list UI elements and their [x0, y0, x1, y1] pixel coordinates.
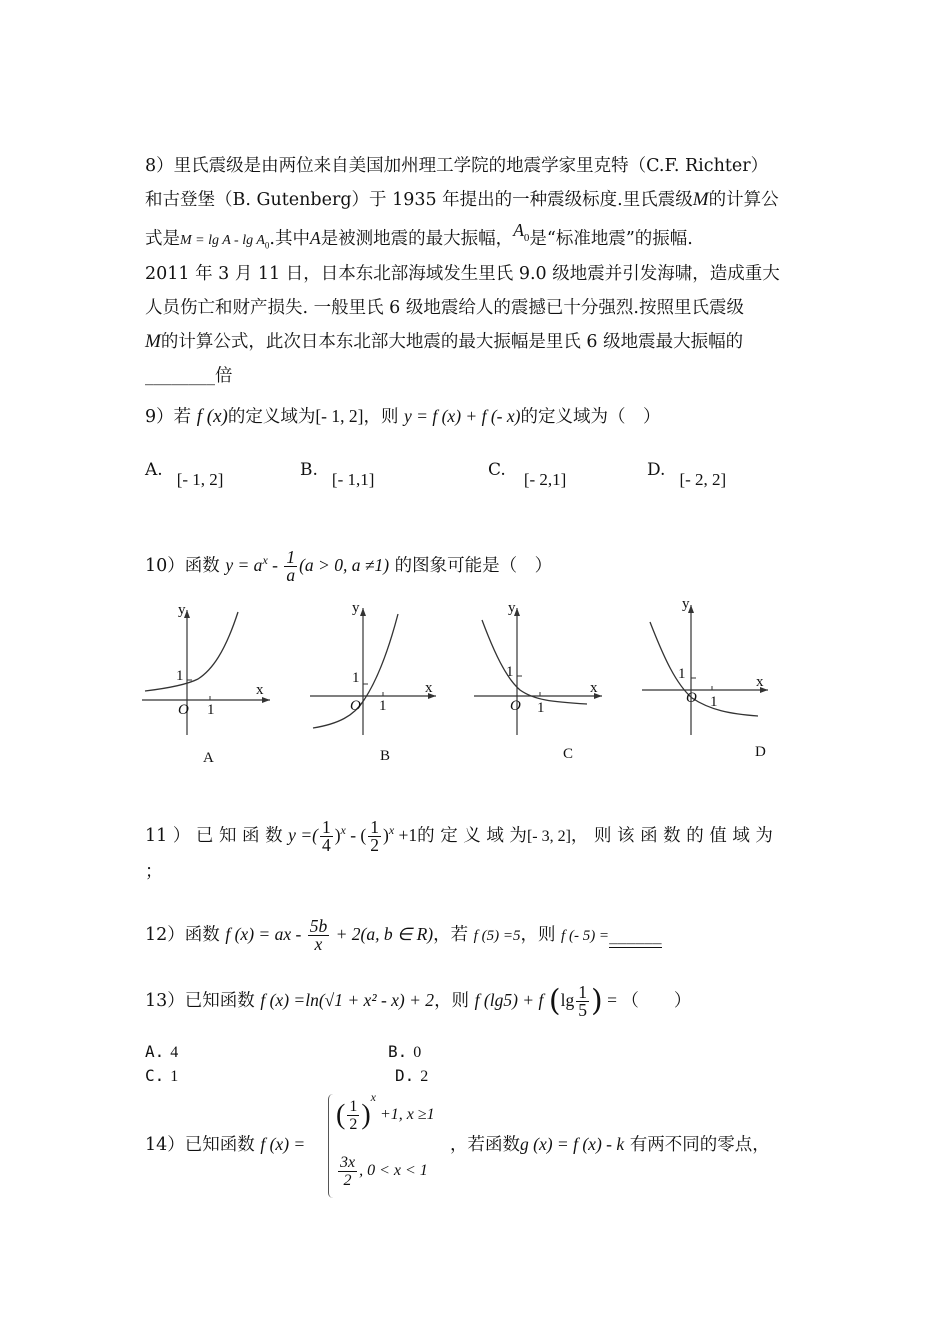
- graph-b-x-label: x: [425, 680, 433, 696]
- graph-b-origin: O: [350, 698, 361, 714]
- q13-option-d[interactable]: D. 2: [395, 1066, 429, 1085]
- graph-d-plot: [640, 600, 780, 740]
- graph-a-one: 1: [176, 668, 184, 684]
- q11-stem: 11 ） 已 知 函 数 y =( $\frac{1}{4}$ )$^x$ - ( $\frac{1}{2}$ )$^x$ +1的 定 义 域 为[- 3, 2]， 则 该 函 数 的 值 域 为: [145, 816, 773, 855]
- q14-piece2: $\frac{3x}{2}$ , 0 < x < 1: [340, 1154, 428, 1189]
- graph-a-plot: [140, 600, 280, 740]
- q8-line1: 8）里氏震级是由两位来自美国加州理工学院的地震学家里克特（C.F. Richter）: [145, 156, 769, 176]
- graph-d-label: D: [755, 744, 766, 760]
- q9-option-d[interactable]: D. [- 2, 2]: [647, 460, 727, 489]
- graph-b-tick: 1: [379, 698, 387, 714]
- graph-a-y-label: y: [178, 602, 186, 618]
- graph-d-y-label: y: [682, 596, 690, 612]
- graph-a-tick: 1: [207, 702, 215, 718]
- q8-line5: 人员伤亡和财产损失. 一般里氏 6 级地震给人的震撼已十分强烈.按照里氏震级: [145, 298, 744, 318]
- graph-b-label: B: [380, 748, 391, 764]
- q11-end: ；: [145, 862, 163, 882]
- q12-fraction: $\frac{5b}{x}$: [309, 916, 328, 954]
- graph-b[interactable]: [308, 600, 448, 764]
- q14-stem-right: ，若函数g (x) = f (x) - k 有两不同的零点，: [450, 1134, 770, 1155]
- graph-b-plot: [308, 600, 448, 740]
- graph-a-x-label: x: [256, 682, 264, 698]
- q14-brace: [328, 1094, 333, 1198]
- q11-frac1: $\frac{1}{4}$: [321, 816, 331, 855]
- q12-stem: 12）函数 f (x) = ax - $\frac{5b}{x}$ + 2(a, b ∈ R)，若 f (5) =5，则 f (- 5) =______: [145, 916, 662, 954]
- q8-line4: 2011 年 3 月 11 日，日本东北部海域发生里氏 9.0 级地震并引发海啸，造成重大: [145, 264, 780, 284]
- graph-a-origin: O: [178, 702, 189, 718]
- q13-option-a[interactable]: A. 4: [145, 1042, 179, 1061]
- q8-line2: 和古登堡（B. Gutenberg）于 1935 年提出的一种震级标度.里氏震级M的计算公: [145, 189, 779, 210]
- q9-option-a[interactable]: A. [- 1, 2]: [145, 460, 224, 489]
- graph-c-tick: 1: [537, 700, 545, 716]
- graph-c-origin: O: [510, 698, 521, 714]
- q14-stem-left: 14）已知函数 f (x) =: [145, 1134, 306, 1155]
- graph-c-y-label: y: [508, 600, 516, 616]
- graph-d-tick: 1: [710, 694, 718, 710]
- q8-line3: 式是$M = \lg A - \lg A_0$.其中A是被测地震的最大振幅，$A_0$是“标准地震”的振幅.: [145, 220, 693, 251]
- graph-c-label: C: [563, 746, 574, 762]
- graph-d-origin: O: [686, 690, 697, 706]
- q8-line6: M的计算公式，此次日本东北部大地震的最大振幅是里氏 6 级地震最大振幅的: [145, 331, 744, 352]
- q13-stem: 13）已知函数 f (x) =ln(√1 + x² - x) + 2，则 f (lg5) + f (lg $\frac{1}{5}$ ) = （ ）: [145, 982, 692, 1020]
- q9-stem: 9）若 f (x)的定义域为[- 1, 2]，则 y = f (x) + f (- x)的定义域为（ ）: [145, 406, 661, 427]
- q14-piece1-frac: $\frac{1}{2}$: [349, 1098, 358, 1133]
- q9-option-c[interactable]: C. [- 2,1]: [488, 460, 567, 489]
- graph-d-one: 1: [678, 666, 686, 682]
- graph-c-one: 1: [506, 664, 514, 680]
- graph-a-label: A: [203, 750, 214, 766]
- q13-fraction: $\frac{1}{5}$: [578, 982, 587, 1020]
- q13-option-b[interactable]: B. 0: [388, 1042, 422, 1061]
- q11-frac2: $\frac{1}{2}$: [370, 816, 380, 855]
- q13-option-c[interactable]: C. 1: [145, 1066, 179, 1085]
- graph-d[interactable]: [640, 596, 780, 760]
- graph-b-y-label: y: [352, 600, 360, 616]
- q12-answer-blank[interactable]: ______: [609, 923, 662, 948]
- graph-c-plot: [472, 600, 612, 740]
- q14-piece2-frac: $\frac{3x}{2}$: [340, 1154, 356, 1189]
- graph-a[interactable]: [140, 600, 280, 766]
- graph-c-x-label: x: [590, 680, 598, 696]
- q14-piece1: ( $\frac{1}{2}$ )$^x$ +1, x ≥1: [336, 1089, 435, 1133]
- graph-d-x-label: x: [756, 674, 764, 690]
- q9-option-b[interactable]: B. [- 1,1]: [300, 460, 375, 489]
- q10-stem: 10）函数 $y = a^x$ - $\frac{1}{a}$ (a > 0, a ≠1) 的图象可能是（ ）: [145, 546, 553, 585]
- graph-c[interactable]: [472, 600, 612, 762]
- graph-b-one: 1: [352, 670, 360, 686]
- q8-line7: ________倍: [145, 366, 233, 386]
- q10-fraction: $\frac{1}{a}$: [286, 546, 296, 585]
